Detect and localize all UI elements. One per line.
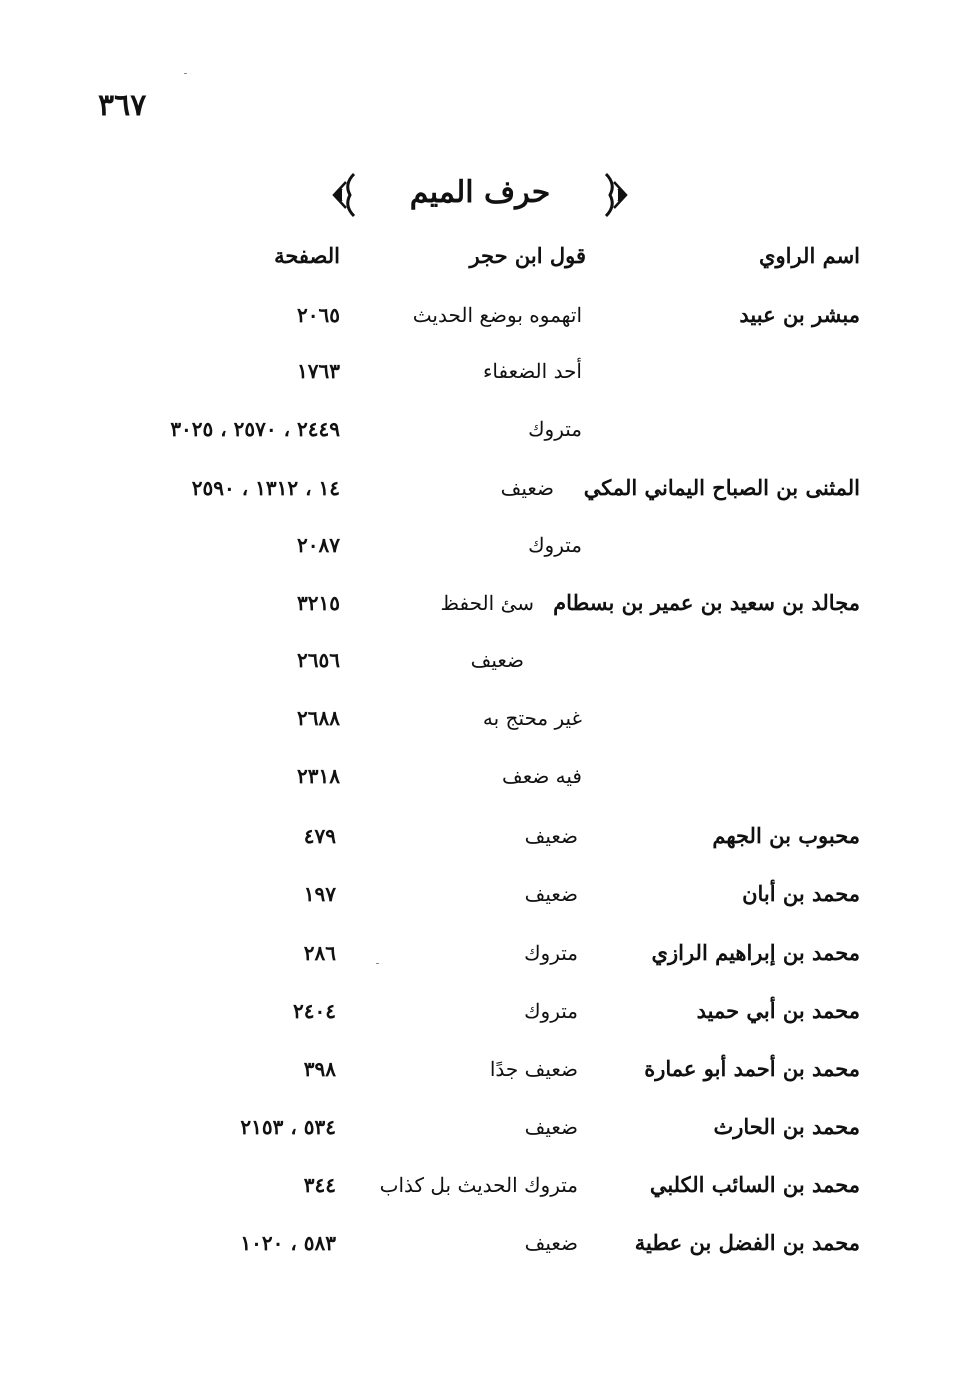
table-row <box>0 640 954 680</box>
narrator-verdict: فيه ضعف <box>501 764 582 788</box>
scan-speck <box>184 73 187 74</box>
page-refs: ١٩٧ <box>303 882 336 906</box>
page-refs: ٣٤٤ <box>303 1173 336 1197</box>
page-refs: ١٤ ، ١٣١٢ ، ٢٥٩٠ <box>191 476 340 500</box>
narrator-verdict: ضعيف <box>524 1231 578 1255</box>
table-row <box>0 816 954 856</box>
section-title: حرف الميم <box>409 174 551 210</box>
narrator-verdict: ضعيف <box>524 824 578 848</box>
table-row <box>0 1107 954 1147</box>
table-row <box>0 874 954 914</box>
narrator-verdict: ضعيف <box>500 476 554 500</box>
narrator-name: محمد بن السائب الكلبي <box>649 1172 860 1197</box>
narrator-verdict: متروك <box>524 941 578 965</box>
narrator-name: محبوب بن الجهم <box>712 823 860 848</box>
header-name: اسم الراوي <box>759 243 860 268</box>
table-row <box>0 525 954 565</box>
narrator-verdict: متروك <box>528 417 582 441</box>
table-row <box>0 583 954 623</box>
narrator-verdict: متروك الحديث بل كذاب <box>379 1173 578 1197</box>
table-row <box>0 1049 954 1089</box>
narrator-verdict: أحد الضعفاء <box>482 359 582 383</box>
table-row <box>0 409 954 449</box>
page-refs: ٥٣٤ ، ٢١٥٣ <box>240 1115 336 1139</box>
narrator-name: مجالد بن سعيد بن عمير بن بسطام <box>553 590 860 615</box>
scan-speck <box>376 963 379 964</box>
narrator-verdict: ضعيف <box>524 1115 578 1139</box>
page-refs: ٣٢١٥ <box>297 591 340 615</box>
page-number: ٣٦٧ <box>98 88 147 123</box>
table-row <box>0 933 954 973</box>
table-row <box>0 756 954 796</box>
table-row <box>0 295 954 335</box>
page-refs: ٢٣١٨ <box>297 764 340 788</box>
table-row <box>0 698 954 738</box>
narrator-name: محمد بن الفضل بن عطية <box>634 1230 860 1255</box>
narrator-verdict: ضعيف <box>524 882 578 906</box>
header-verdict: قول ابن حجر <box>469 243 586 268</box>
narrator-name: محمد بن الحارث <box>713 1114 860 1139</box>
narrator-name: محمد بن إبراهيم الرازي <box>651 940 860 965</box>
page-refs: ٤٧٩ <box>303 824 336 848</box>
narrator-name: محمد بن أحمد أبو عمارة <box>644 1056 860 1081</box>
table-row <box>0 991 954 1031</box>
page-refs: ٢٠٨٧ <box>297 533 340 557</box>
narrator-verdict: متروك <box>528 533 582 557</box>
narrator-verdict: اتهموه بوضع الحديث <box>412 303 582 327</box>
page-refs: ٢٠٦٥ <box>297 303 340 327</box>
page-refs: ٣٩٨ <box>303 1057 336 1081</box>
narrator-name: المثنى بن الصباح اليماني المكي <box>583 475 860 500</box>
table-row <box>0 1223 954 1263</box>
narrator-name: مبشر بن عبيد <box>739 302 860 327</box>
narrator-name: محمد بن أبان <box>742 881 860 906</box>
narrator-verdict: سئ الحفظ <box>440 591 534 615</box>
page-refs: ٢٤٤٩ ، ٢٥٧٠ ، ٣٠٢٥ <box>170 417 340 441</box>
narrator-verdict: ضعيف جدًا <box>489 1057 578 1081</box>
page-refs: ٥٨٣ ، ١٠٢٠ <box>240 1231 336 1255</box>
page-refs: ١٧٦٣ <box>297 359 340 383</box>
table-header <box>0 236 954 276</box>
narrator-name: محمد بن أبي حميد <box>696 998 860 1023</box>
page-refs: ٢٤٠٤ <box>293 999 336 1023</box>
page-refs: ٢٨٦ <box>303 941 336 965</box>
page-refs: ٢٦٥٦ <box>297 648 340 672</box>
table-row <box>0 1165 954 1205</box>
narrator-verdict: متروك <box>524 999 578 1023</box>
page-refs: ٢٦٨٨ <box>297 706 340 730</box>
narrator-verdict: ضعيف <box>470 648 524 672</box>
narrator-verdict: غير محتج به <box>482 706 582 730</box>
table-row <box>0 468 954 508</box>
header-pages: الصفحة <box>274 243 340 268</box>
table-row <box>0 351 954 391</box>
